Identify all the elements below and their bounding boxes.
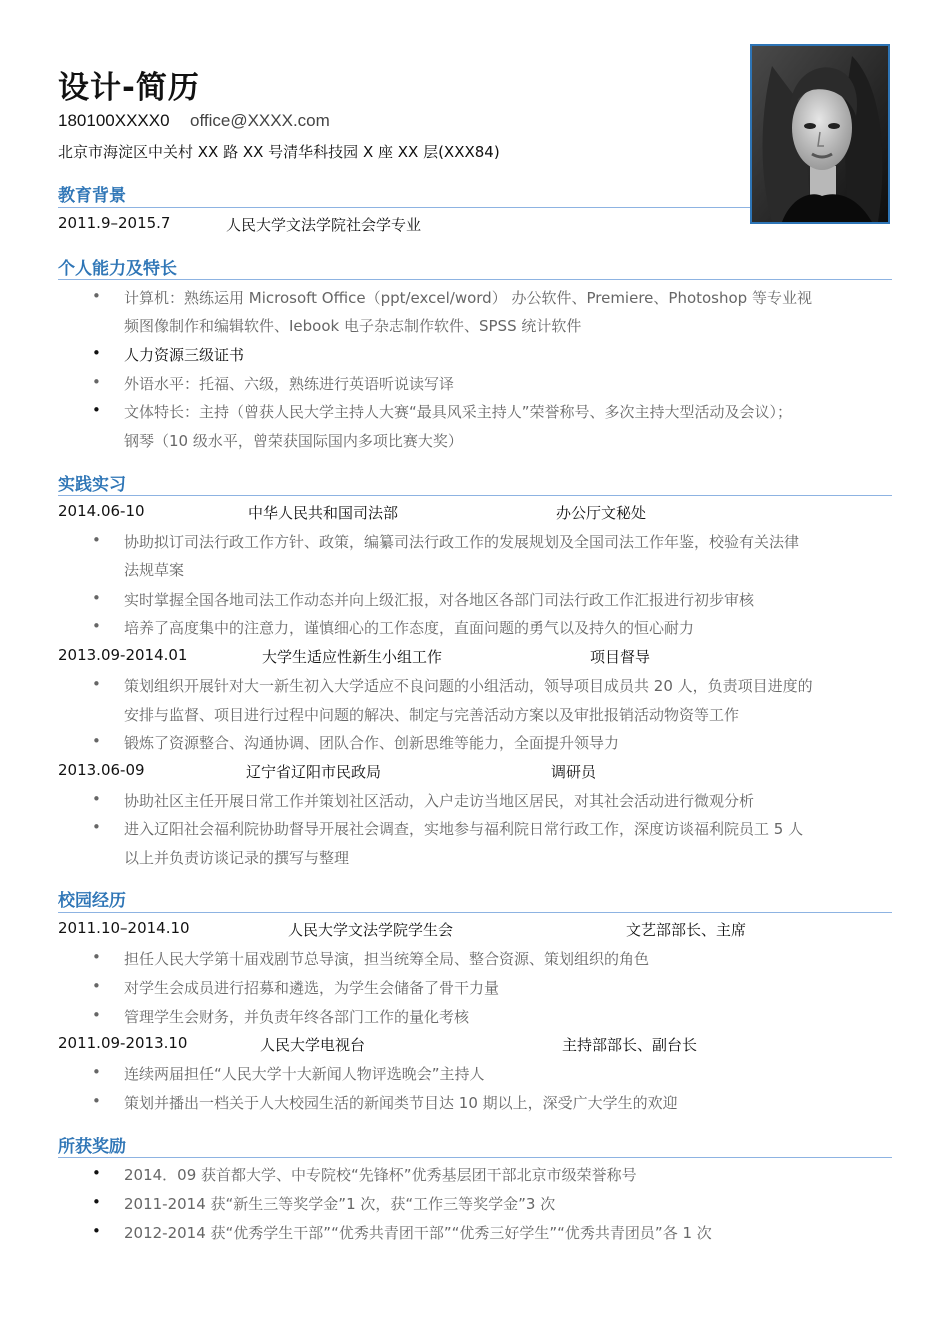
skill-line: 钢琴（10 级水平，曾荣获国际国内多项比赛大奖） — [124, 432, 463, 450]
section-title-awards: 所获奖励 — [58, 1137, 126, 1157]
resume-name: 设计-简历 — [58, 70, 200, 106]
award-item: 2014．09 获首都大学、中专院校“先锋杯”优秀基层团干部北京市级荣誉称号 — [124, 1166, 637, 1184]
entry-organization: 人民大学文法学院学生会 — [288, 921, 454, 939]
bullet-icon: • — [92, 732, 101, 750]
entry-detail: 法规草案 — [124, 561, 185, 579]
bullet-icon: • — [92, 1164, 101, 1182]
entry-detail: 进入辽阳社会福利院协助督导开展社会调查，实地参与福利院日常行政工作，深度访谈福利院员工 5 人 — [124, 820, 804, 838]
bullet-icon: • — [92, 948, 101, 966]
section-title-education: 教育背景 — [58, 186, 126, 206]
entry-detail: 连续两届担任“人民大学十大新闻人物评选晚会”主持人 — [124, 1065, 485, 1083]
entry-detail: 协助社区主任开展日常工作并策划社区活动，入户走访当地区居民，对其社会活动进行微观分析 — [124, 792, 755, 810]
entry-detail: 策划并播出一档关于人大校园生活的新闻类节目达 10 期以上，深受广大学生的欢迎 — [124, 1094, 678, 1112]
bullet-icon: • — [92, 617, 101, 635]
entry-organization: 人民大学电视台 — [260, 1036, 366, 1054]
bullet-icon: • — [92, 977, 101, 995]
bullet-icon: • — [92, 1193, 101, 1211]
section-title-practice: 实践实习 — [58, 475, 126, 495]
entry-period: 2011.09-2013.10 — [58, 1034, 188, 1052]
section-title-campus: 校园经历 — [58, 891, 126, 911]
entry-period: 2013.06-09 — [58, 761, 145, 779]
entry-role: 项目督导 — [590, 648, 651, 666]
postal-address: 北京市海淀区中关村 XX 路 XX 号清华科技园 X 座 XX 层(XXX84) — [58, 143, 500, 161]
award-item: 2011-2014 获“新生三等奖学金”1 次，获“工作三等奖学金”3 次 — [124, 1195, 556, 1213]
email-address[interactable]: office@XXXX.com — [190, 111, 330, 130]
education-period: 2011.9–2015.7 — [58, 214, 171, 232]
entry-period: 2011.10–2014.10 — [58, 919, 190, 937]
profile-photo — [750, 44, 890, 224]
section-divider — [58, 495, 892, 496]
entry-detail: 协助拟订司法行政工作方针、政策，编纂司法行政工作的发展规划及全国司法工作年鉴，校验有关法律 — [124, 533, 800, 551]
bullet-icon: • — [92, 344, 101, 362]
portrait-image — [752, 46, 888, 222]
entry-detail: 实时掌握全国各地司法工作动态并向上级汇报，对各地区各部门司法行政工作汇报进行初步审核 — [124, 591, 755, 609]
skill-line: 人力资源三级证书 — [124, 346, 245, 364]
entry-detail: 培养了高度集中的注意力，谨慎细心的工作态度，直面问题的勇气以及持久的恒心耐力 — [124, 619, 695, 637]
bullet-icon: • — [92, 287, 101, 305]
section-title-skills: 个人能力及特长 — [58, 259, 177, 279]
skill-line: 频图像制作和编辑软件、Iebook 电子杂志制作软件、SPSS 统计软件 — [124, 317, 582, 335]
entry-role: 调研员 — [551, 763, 597, 781]
bullet-icon: • — [92, 818, 101, 836]
section-divider — [58, 912, 892, 913]
entry-role: 文艺部部长、主席 — [626, 921, 747, 939]
section-divider — [58, 279, 892, 280]
skill-line: 外语水平：托福、六级，熟练进行英语听说读写译 — [124, 375, 455, 393]
entry-role: 办公厅文秘处 — [556, 504, 647, 522]
entry-detail: 策划组织开展针对大一新生初入大学适应不良问题的小组活动，领导项目成员共 20 人，负责项目进度的 — [124, 677, 813, 695]
award-item: 2012-2014 获“优秀学生干部”“优秀共青团干部”“优秀三好学生”“优秀共青团员”各 1 次 — [124, 1224, 712, 1242]
entry-detail: 锻炼了资源整合、沟通协调、团队合作、创新思维等能力，全面提升领导力 — [124, 734, 620, 752]
entry-detail: 安排与监督、项目进行过程中问题的解决、制定与完善活动方案以及审批报销活动物资等工作 — [124, 706, 740, 724]
entry-organization: 大学生适应性新生小组工作 — [262, 648, 443, 666]
entry-detail: 以上并负责访谈记录的撰写与整理 — [124, 849, 350, 867]
bullet-icon: • — [92, 790, 101, 808]
bullet-icon: • — [92, 1006, 101, 1024]
entry-organization: 中华人民共和国司法部 — [248, 504, 399, 522]
entry-period: 2014.06-10 — [58, 502, 145, 520]
entry-organization: 辽宁省辽阳市民政局 — [246, 763, 382, 781]
bullet-icon: • — [92, 1092, 101, 1110]
bullet-icon: • — [92, 401, 101, 419]
skill-line: 计算机：熟练运用 Microsoft Office（ppt/excel/word） 办公软件、Premiere、Photoshop 等专业视 — [124, 289, 812, 307]
skill-line: 文体特长：主持（曾获人民大学主持人大赛“最具风采主持人”荣誉称号、多次主持大型活动及会议）； — [124, 403, 793, 421]
entry-detail: 对学生会成员进行招募和遴选，为学生会储备了骨干力量 — [124, 979, 500, 997]
entry-detail: 担任人民大学第十届戏剧节总导演，担当统筹全局、整合资源、策划组织的角色 — [124, 950, 650, 968]
entry-role: 主持部部长、副台长 — [562, 1036, 698, 1054]
bullet-icon: • — [92, 531, 101, 549]
bullet-icon: • — [92, 1063, 101, 1081]
section-divider — [58, 207, 750, 208]
education-school: 人民大学文法学院社会学专业 — [226, 216, 422, 234]
bullet-icon: • — [92, 675, 101, 693]
entry-period: 2013.09-2014.01 — [58, 646, 188, 664]
bullet-icon: • — [92, 373, 101, 391]
bullet-icon: • — [92, 1222, 101, 1240]
section-divider — [58, 1157, 892, 1158]
phone-number: 180100XXXX0 — [58, 111, 170, 130]
bullet-icon: • — [92, 589, 101, 607]
entry-detail: 管理学生会财务，并负责年终各部门工作的量化考核 — [124, 1008, 470, 1026]
